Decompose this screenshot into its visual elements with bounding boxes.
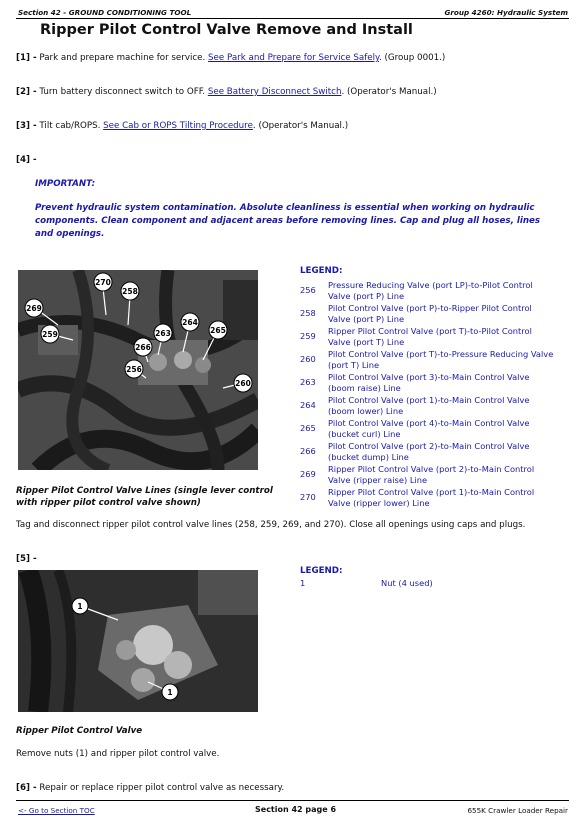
step-2-after: . (Operator's Manual.) xyxy=(341,87,437,97)
step-2 xyxy=(16,87,437,97)
figure-1-caption-line-2: with ripper pilot control valve shown) xyxy=(16,498,201,508)
tag-disconnect-paragraph: Tag and disconnect ripper pilot control valve lines (258, 259, 269, and 270). Close all openings using caps and plugs. xyxy=(16,520,526,530)
important-line-2: components. Clean component and adjacent areas before removing lines. Cap and plug all hoses, lines xyxy=(35,216,541,226)
svg-text:256: 256 xyxy=(126,365,142,374)
step-4-number: [4] - xyxy=(16,155,37,165)
important-notice xyxy=(35,202,575,241)
legend-1-item-number: 256 xyxy=(300,285,316,295)
legend-1-item-description xyxy=(328,280,570,301)
legend-1-item-line: Ripper Pilot Control Valve (port 1)-to-Main Control xyxy=(328,487,535,497)
step-1-link[interactable]: See Park and Prepare for Service Safely xyxy=(208,53,379,63)
legend-2-title: LEGEND: xyxy=(300,566,343,576)
legend-1-item-line: Pilot Control Valve (port 3)-to-Main Control Valve xyxy=(328,372,530,382)
step-2-number: [2] - xyxy=(16,87,37,97)
legend-2-num: 1 xyxy=(300,578,306,588)
svg-text:266: 266 xyxy=(135,343,151,352)
legend-1-item-description xyxy=(328,418,570,439)
svg-text:264: 264 xyxy=(182,318,198,327)
callout-270 xyxy=(94,273,112,291)
legend-1-item-line: (boom lower) Line xyxy=(328,405,404,416)
step-1 xyxy=(16,53,445,63)
legend-1-item-line: Pilot Control Valve (port T)-to-Pressure Reducing Valve xyxy=(328,349,554,359)
step-3-text: Tilt cab/ROPS. xyxy=(39,121,101,131)
step-2-link[interactable]: See Battery Disconnect Switch xyxy=(207,87,342,97)
important-label: IMPORTANT: xyxy=(35,179,96,189)
manual-title: 655K Crawler Loader Repair xyxy=(467,806,568,815)
legend-1-item-number: 259 xyxy=(300,331,316,341)
callout-nut-1-bottom xyxy=(162,684,178,700)
step-5-number: [5] - xyxy=(16,554,37,564)
legend-1-title: LEGEND: xyxy=(300,266,343,276)
legend-1-item-line: Valve (port P) Line xyxy=(328,313,405,324)
callout-269 xyxy=(25,299,43,317)
legend-1-item-number: 269 xyxy=(300,469,316,479)
step-6-text: Repair or replace ripper pilot control valve as necessary. xyxy=(39,783,285,793)
legend-1-item-line: (port T) Line xyxy=(328,359,380,370)
legend-1-item-number: 270 xyxy=(300,492,316,502)
callout-266 xyxy=(134,338,152,356)
page-number: Section 42 page 6 xyxy=(255,805,337,814)
svg-text:270: 270 xyxy=(95,278,111,287)
legend-1-item-description xyxy=(328,487,570,508)
important-line-3: and openings. xyxy=(35,229,105,239)
legend-1-item-line: Pilot Control Valve (port P)-to-Ripper Pilot Control xyxy=(328,303,532,313)
step-1-text: Park and prepare machine for service. xyxy=(39,53,206,63)
svg-text:1: 1 xyxy=(77,602,83,611)
callout-258 xyxy=(121,282,139,300)
step-5 xyxy=(16,554,37,564)
legend-1-item-line: Pilot Control Valve (port 4)-to-Main Control Valve xyxy=(328,418,530,428)
svg-text:265: 265 xyxy=(210,326,226,335)
group-header: Group 4260: Hydraulic System xyxy=(444,8,568,17)
svg-text:259: 259 xyxy=(42,330,58,339)
callout-264 xyxy=(181,313,199,331)
figure-1-caption xyxy=(16,485,273,509)
callout-263 xyxy=(154,324,172,342)
legend-1-item-line: Valve (port P) Line xyxy=(328,290,405,301)
legend-1-item-line: (boom raise) Line xyxy=(328,382,401,393)
step-1-number: [1] - xyxy=(16,53,37,63)
legend-1-item-description xyxy=(328,464,570,485)
section-header: Section 42 - GROUND CONDITIONING TOOL xyxy=(18,8,192,17)
legend-1-item-description xyxy=(328,303,570,324)
step-6-number: [6] - xyxy=(16,783,37,793)
remove-paragraph: Remove nuts (1) and ripper pilot control valve. xyxy=(16,749,220,759)
step-6 xyxy=(16,783,284,793)
svg-text:263: 263 xyxy=(155,329,171,338)
callout-259 xyxy=(41,325,59,343)
legend-1-item-line: Pilot Control Valve (port 2)-to-Main Control Valve xyxy=(328,441,530,451)
legend-1-item-number: 260 xyxy=(300,354,316,364)
legend-1-item-line: Valve (port T) Line xyxy=(328,336,405,347)
page-title: Ripper Pilot Control Valve Remove and Install xyxy=(40,22,413,38)
step-3-after: . (Operator's Manual.) xyxy=(252,121,349,131)
figure-1-caption-line-1: Ripper Pilot Control Valve Lines (single lever control xyxy=(16,486,273,496)
legend-1-item-line: Pressure Reducing Valve (port LP)-to-Pilot Control xyxy=(328,280,533,290)
legend-1-item-description xyxy=(328,349,570,370)
legend-1-item-description xyxy=(328,372,570,393)
header-rule xyxy=(16,18,569,19)
legend-1-item-line: Pilot Control Valve (port 1)-to-Main Control Valve xyxy=(328,395,530,405)
legend-1-item-number: 264 xyxy=(300,400,316,410)
valve-lines-photo xyxy=(18,270,258,470)
figure-2-caption: Ripper Pilot Control Valve xyxy=(16,726,143,736)
legend-1-item-number: 263 xyxy=(300,377,316,387)
callout-256 xyxy=(125,360,143,378)
step-4 xyxy=(16,155,37,165)
svg-text:1: 1 xyxy=(167,688,173,697)
section-toc-link[interactable]: <- Go to Section TOC xyxy=(18,806,95,815)
svg-text:260: 260 xyxy=(235,379,251,388)
legend-1-item-number: 265 xyxy=(300,423,316,433)
legend-1-item-description xyxy=(328,395,570,416)
footer-rule xyxy=(16,800,569,801)
legend-1-item-line: Valve (ripper lower) Line xyxy=(328,497,430,508)
legend-1-item-line: (bucket curl) Line xyxy=(328,428,401,439)
legend-1-item-number: 258 xyxy=(300,308,316,318)
valve-lines-illustration xyxy=(18,270,258,470)
pilot-valve-illustration xyxy=(18,570,258,712)
step-1-after: . (Group 0001.) xyxy=(378,53,446,63)
legend-1-item-line: Ripper Pilot Control Valve (port T)-to-Pilot Control xyxy=(328,326,532,336)
legend-1-item-description xyxy=(328,326,570,347)
svg-text:258: 258 xyxy=(122,287,138,296)
step-3 xyxy=(16,121,348,131)
callout-nut-1-top xyxy=(72,598,88,614)
callout-260 xyxy=(234,374,252,392)
legend-1-item-line: Ripper Pilot Control Valve (port 2)-to-Main Control xyxy=(328,464,535,474)
pilot-valve-photo xyxy=(18,570,258,712)
legend-1-item-number: 266 xyxy=(300,446,316,456)
legend-2-text: Nut (4 used) xyxy=(381,578,433,588)
important-line-1: Prevent hydraulic system contamination. Absolute cleanliness is essential when working on hydraulic xyxy=(35,203,535,213)
callout-265 xyxy=(209,321,227,339)
legend-1-item-line: (bucket dump) Line xyxy=(328,451,409,462)
step-2-text: Turn battery disconnect switch to OFF. xyxy=(39,87,206,97)
svg-text:269: 269 xyxy=(26,304,42,313)
legend-1-item-description xyxy=(328,441,570,462)
step-3-link[interactable]: See Cab or ROPS Tilting Procedure xyxy=(103,121,253,131)
step-3-number: [3] - xyxy=(16,121,37,131)
legend-1-item-line: Valve (ripper raise) Line xyxy=(328,474,428,485)
